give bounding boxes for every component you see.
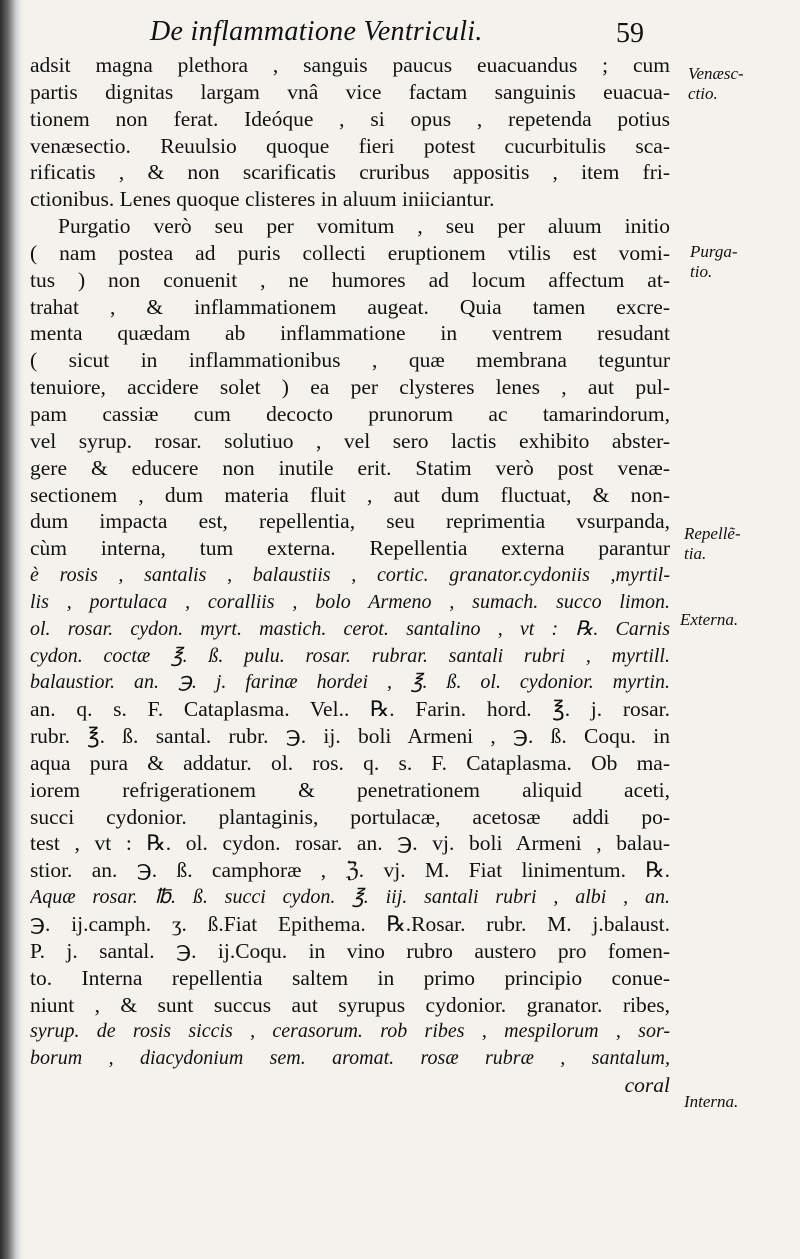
text-line: balaustior. an. ℈. j. farinæ hordei , ℥. ß. ol. cydonior. myrtin. <box>30 671 670 694</box>
text-line: niunt , & sunt succus aut syrupus cydonior. granator. ribes, <box>30 992 670 1017</box>
margin-note-line: tio. <box>690 262 713 281</box>
margin-note-line: ctio. <box>688 84 718 103</box>
margin-note-repellentia <box>684 524 741 564</box>
text-line: ctionibus. Lenes quoque clisteres in aluum iniiciantur. <box>30 187 495 212</box>
text-line: an. q. s. F. Cataplasma. Vel.. ℞. Farin. hord. ℥. j. rosar. <box>30 697 670 722</box>
margin-note-line: Venæsc- <box>688 64 744 83</box>
text-line: stior. an. ℈. ß. camphoræ , ℨ. vj. M. Fiat linimentum. ℞. <box>30 858 670 883</box>
running-title: De inflammatione Ventriculi. <box>150 16 483 47</box>
margin-note-externa <box>680 610 738 630</box>
text-line: P. j. santal. ℈. ij.Coqu. in vino rubro austero pro fomen- <box>30 938 670 963</box>
text-line: tionem non ferat. Ideóque , si opus , repetenda potius <box>30 106 670 131</box>
text-line: cùm interna, tum externa. Repellentia externa parantur <box>30 536 670 561</box>
text-line: aqua pura & addatur. ol. ros. q. s. F. Cataplasma. Ob ma- <box>30 750 670 775</box>
text-line: succi cydonior. plantaginis, portulacæ, acetosæ addi po- <box>30 804 670 829</box>
margin-note-purgatio <box>690 242 738 282</box>
text-line: Aquæ rosar. ℔. ß. succi cydon. ℥. iij. santali rubri , albi , an. <box>30 886 670 909</box>
text-line: adsit magna plethora , sanguis paucus euacuandus ; cum <box>30 53 670 77</box>
margin-note-line: Externa. <box>680 610 739 629</box>
text-line: tenuiore, accidere solet ) ea per clysteres lenes , aut pul- <box>30 375 670 400</box>
text-line: rubr. ℥. ß. santal. rubr. ℈. ij. boli Armeni , ℈. ß. Coqu. in <box>30 724 670 749</box>
margin-note-line: Purga- <box>690 242 738 261</box>
margin-note-line: Repellẽ- <box>684 524 741 543</box>
text-line: ( nam postea ad puris collecti eruptionem vtilis est vomi- <box>30 240 670 265</box>
page-header <box>150 16 670 54</box>
text-line: lis , portulaca , coralliis , bolo Armeno , sumach. succo limon. <box>30 590 670 613</box>
text-line: venæsectio. Reuulsio quoque fieri potest cucurbitulis sca- <box>30 133 670 158</box>
text-line: cydon. coctæ ℥. ß. pulu. rosar. rubrar. santali rubri , myrtill. <box>30 644 670 667</box>
text-line: to. Interna repellentia saltem in primo principio conue- <box>30 965 670 990</box>
text-line: è rosis , santalis , balaustiis , cortic. granator.cydoniis ,myrtil- <box>30 564 670 587</box>
margin-note-line: Interna. <box>684 1092 739 1111</box>
text-line: iorem refrigerationem & penetrationem aliquid aceti, <box>30 777 670 802</box>
text-line: tus ) non conuenit , ne humores ad locum affectum at- <box>30 267 670 292</box>
margin-note-venaesectio <box>688 64 744 104</box>
text-line: trahat , & inflammationem augeat. Quia tamen excre- <box>30 294 670 319</box>
text-line: borum , diacydonium sem. aromat. rosæ rubræ , santalum, <box>30 1047 670 1070</box>
main-text-block <box>30 52 670 1099</box>
text-line: rificatis , & non scarificatis cruribus appositis , item fri- <box>30 160 670 185</box>
page-gutter-shadow <box>0 0 22 1259</box>
text-line: Purgatio verò seu per vomitum , seu per aluum initio <box>58 214 670 239</box>
text-line: partis dignitas largam vnâ vice factam sanguinis euacua- <box>30 79 670 104</box>
text-line: ℈. ij.camph. ʒ. ß.Fiat Epithema. ℞.Rosar. rubr. M. j.balaust. <box>30 912 670 936</box>
text-line: menta quædam ab inflammatione in ventrem resudant <box>30 321 670 346</box>
text-line: sectionem , dum materia fluit , aut dum fluctuat, & non- <box>30 482 670 507</box>
page-number: 59 <box>616 18 644 49</box>
text-line: vel syrup. rosar. solutiuo , vel sero lactis exhibito abster- <box>30 428 670 453</box>
margin-note-line: tia. <box>684 544 707 563</box>
text-line: dum impacta est, repellentia, seu reprimentia vsurpanda, <box>30 509 670 534</box>
text-line: pam cassiæ cum decocto prunorum ac tamarindorum, <box>30 401 670 426</box>
text-line: syrup. de rosis siccis , cerasorum. rob ribes , mespilorum , sor- <box>30 1020 670 1043</box>
text-line: ol. rosar. cydon. myrt. mastich. cerot. santalino , vt : ℞. Carnis <box>30 617 670 640</box>
margin-note-interna <box>684 1092 738 1112</box>
catchword: coral <box>624 1073 670 1098</box>
text-line: test , vt : ℞. ol. cydon. rosar. an. ℈. vj. boli Armeni , balau- <box>30 831 670 856</box>
text-line: gere & educere non inutile erit. Statim verò post venæ- <box>30 455 670 480</box>
text-line: ( sicut in inflammationibus , quæ membrana teguntur <box>30 348 670 373</box>
